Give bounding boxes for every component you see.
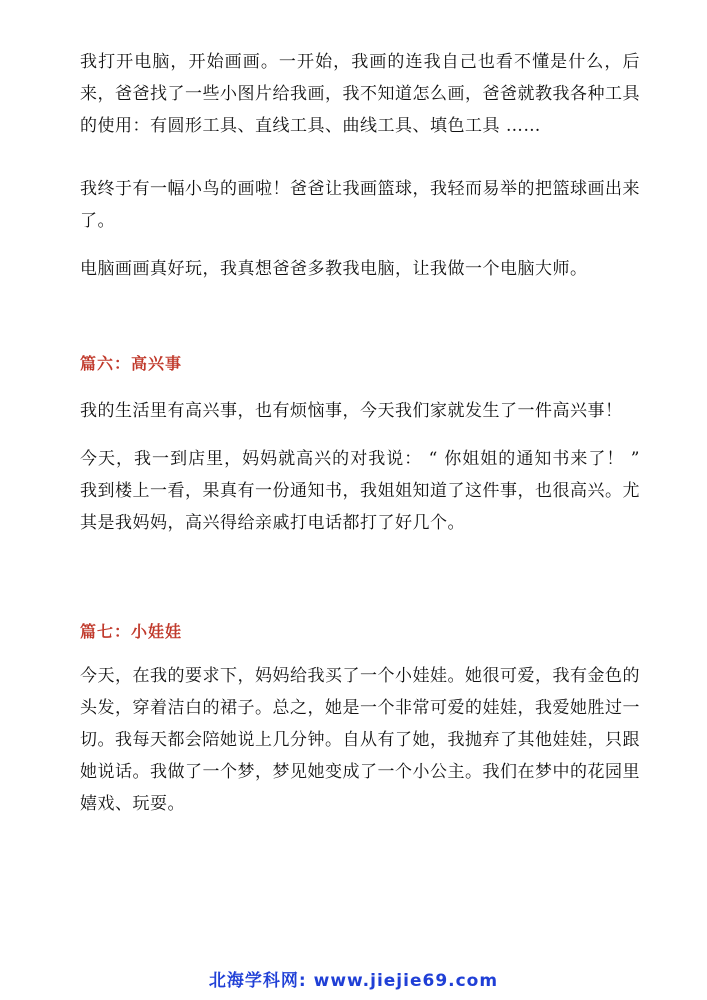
paragraph-computer-master: 电脑画画真好玩，我真想爸爸多教我电脑，让我做一个电脑大师。 bbox=[80, 259, 588, 279]
article-seven-title: 篇七：小娃娃 bbox=[80, 622, 183, 641]
article-six-title: 篇六：高兴事 bbox=[80, 354, 183, 373]
paragraph-bird-basketball: 我终于有一幅小鸟的画啦！爸爸让我画篮球，我轻而易举的把篮球画出来了。 bbox=[80, 179, 640, 231]
paragraph-drawing-tools: 我打开电脑，开始画画。一开始，我画的连我自己也看不懂是什么，后来，爸爸找了一些小图片给我画，我不知道怎么画，爸爸就教我各种工具的使用：有圆形工具、直线工具、曲线工具、填色工具 …… bbox=[80, 52, 640, 136]
paragraph-happy-event-intro: 我的生活里有高兴事，也有烦恼事，今天我们家就发生了一件高兴事！ bbox=[80, 401, 623, 421]
paragraph-little-doll: 今天，在我的要求下，妈妈给我买了一个小娃娃。她很可爱，我有金色的头发，穿着洁白的裙子。总之，她是一个非常可爱的娃娃，我爱她胜过一切。我每天都会陪她说上几分钟。自从有了她，我抛弃了其他娃娃，只跟她说话。我做了一个梦，梦见她变成了一个小公主。我们在梦中的花园里嬉戏、玩耍。 bbox=[80, 666, 640, 814]
paragraph-notice-letter: 今天，我一到店里，妈妈就高兴的对我说： “ 你姐姐的通知书来了！ ” 我到楼上一看，果真有一份通知书，我姐姐知道了这件事，也很高兴。尤其是我妈妈，高兴得给亲戚打电话都打了好几个。 bbox=[80, 449, 640, 533]
footer-watermark: 北海学科网: www.jiejie69.com bbox=[208, 971, 499, 991]
